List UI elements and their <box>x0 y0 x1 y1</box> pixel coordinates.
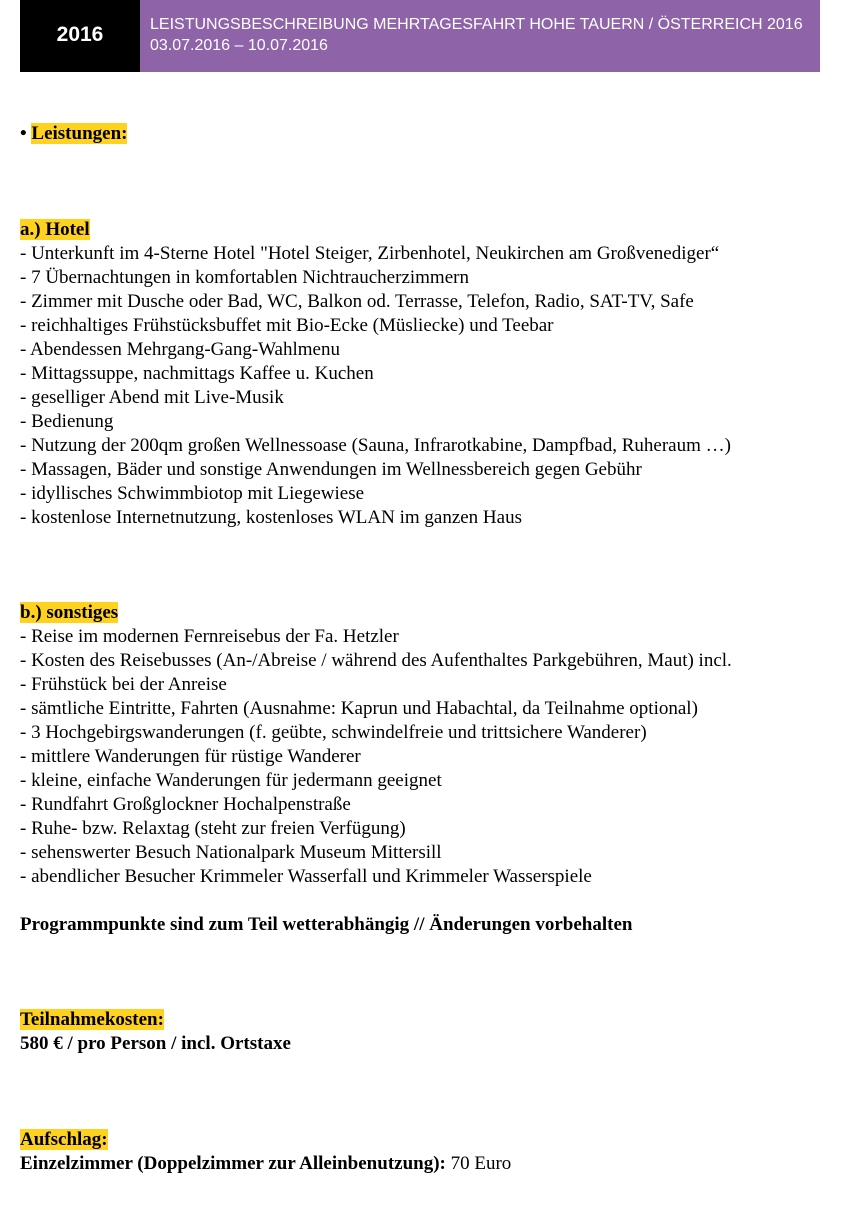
sonstiges-heading: b.) sonstiges <box>20 602 119 623</box>
page-header <box>20 0 820 72</box>
sonstiges-item: - Frühstück bei der Anreise <box>20 674 227 695</box>
sonstiges-item: - 3 Hochgebirgswanderungen (f. geübte, schwindelfreie und trittsichere Wanderer) <box>20 722 647 743</box>
hotel-heading: a.) Hotel <box>20 219 90 240</box>
sonstiges-item: - Reise im modernen Fernreisebus der Fa. Hetzler <box>20 626 399 647</box>
header-dates: 03.07.2016 – 10.07.2016 <box>150 37 328 54</box>
leistungen-heading: Leistungen: <box>31 123 128 144</box>
aufschlag-line <box>20 1152 511 1176</box>
hotel-item: - reichhaltiges Frühstücksbuffet mit Bio-Ecke (Müsliecke) und Teebar <box>20 315 554 336</box>
sonstiges-item: - Ruhe- bzw. Relaxtag (steht zur freien Verfügung) <box>20 818 406 839</box>
kosten-heading-line <box>20 1008 164 1032</box>
hotel-item: - Zimmer mit Dusche oder Bad, WC, Balkon od. Terrasse, Telefon, Radio, SAT-TV, Safe <box>20 291 694 312</box>
sonstiges-item: - Kosten des Reisebusses (An-/Abreise / während des Aufenthaltes Parkgebühren, Maut) incl. <box>20 650 732 671</box>
aufschlag-value: 70 Euro <box>445 1153 512 1174</box>
hotel-item: - Mittagssuppe, nachmittags Kaffee u. Kuchen <box>20 363 374 384</box>
sonstiges-item: - kleine, einfache Wanderungen für jedermann geeignet <box>20 770 442 791</box>
sonstiges-item: - mittlere Wanderungen für rüstige Wanderer <box>20 746 361 767</box>
aufschlag-label: Einzelzimmer (Doppelzimmer zur Alleinbenutzung): <box>20 1153 446 1174</box>
aufschlag-heading-line <box>20 1128 108 1152</box>
header-title-box <box>140 0 820 72</box>
aufschlag-heading: Aufschlag: <box>20 1129 108 1150</box>
kosten-heading: Teilnahmekosten: <box>20 1009 164 1030</box>
bullet: • <box>20 123 27 144</box>
leistungen-heading-line <box>20 122 127 146</box>
hotel-item: - Massagen, Bäder und sonstige Anwendungen im Wellnessbereich gegen Gebühr <box>20 459 642 480</box>
hotel-item: - kostenlose Internetnutzung, kostenloses WLAN im ganzen Haus <box>20 507 522 528</box>
program-note: Programmpunkte sind zum Teil wetterabhängig // Änderungen vorbehalten <box>20 914 633 935</box>
hotel-item: - idyllisches Schwimmbiotop mit Liegewiese <box>20 483 365 504</box>
hotel-item: - 7 Übernachtungen in komfortablen Nichtraucherzimmern <box>20 267 469 288</box>
sonstiges-item: - sämtliche Eintritte, Fahrten (Ausnahme: Kaprun und Habachtal, da Teilnahme optional) <box>20 698 698 719</box>
hotel-heading-line <box>20 218 90 242</box>
hotel-item: - Nutzung der 200qm großen Wellnessoase (Sauna, Infrarotkabine, Dampfbad, Ruheraum …) <box>20 435 731 456</box>
kosten-value: 580 € / pro Person / incl. Ortstaxe <box>20 1033 291 1054</box>
year-badge: 2016 <box>20 0 140 72</box>
header-title: LEISTUNGSBESCHREIBUNG MEHRTAGESFAHRT HOHE TAUERN / ÖSTERREICH 2016 <box>150 16 803 33</box>
hotel-item: - Unterkunft im 4-Sterne Hotel "Hotel Steiger, Zirbenhotel, Neukirchen am Großvenediger“ <box>20 243 720 264</box>
sonstiges-item: - sehenswerter Besuch Nationalpark Museum Mittersill <box>20 842 442 863</box>
sonstiges-item: - abendlicher Besucher Krimmeler Wasserfall und Krimmeler Wasserspiele <box>20 866 592 887</box>
hotel-item: - geselliger Abend mit Live-Musik <box>20 387 284 408</box>
sonstiges-heading-line <box>20 601 118 625</box>
hotel-item: - Bedienung <box>20 411 114 432</box>
sonstiges-item: - Rundfahrt Großglockner Hochalpenstraße <box>20 794 351 815</box>
hotel-item: - Abendessen Mehrgang-Gang-Wahlmenu <box>20 339 340 360</box>
